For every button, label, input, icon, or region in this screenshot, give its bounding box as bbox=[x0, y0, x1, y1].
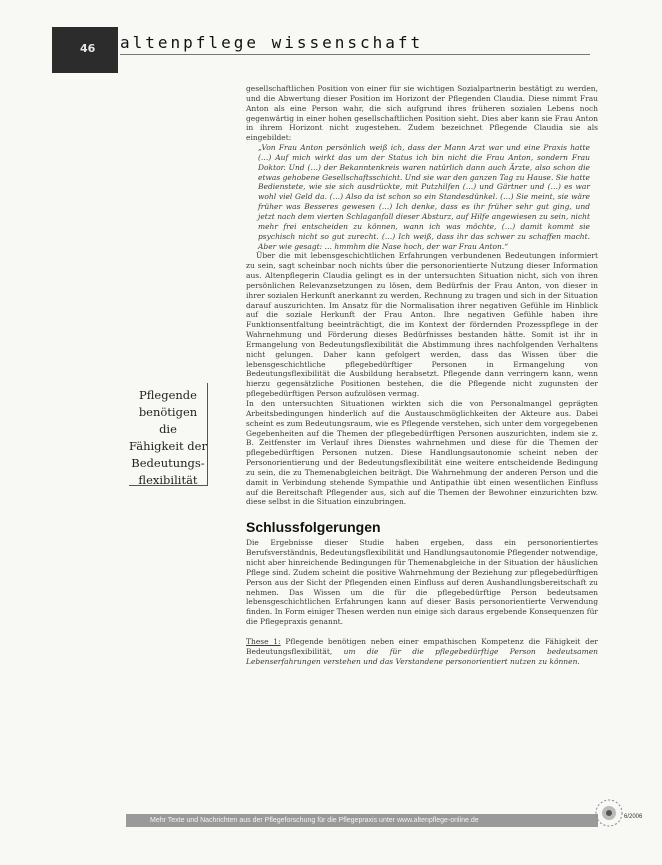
pull-quote-line: benötigen die bbox=[138, 405, 198, 436]
pull-quote bbox=[129, 387, 207, 489]
publisher-logo-icon bbox=[592, 796, 626, 830]
pull-quote-line: Bedeutungs- bbox=[131, 456, 205, 470]
body-paragraph: Die Ergebnisse dieser Studie haben ergeben, dass ein personorientiertes Berufsverständnis, Bedeutungsflexibilität und Handlungsautonomie Pflegender notwendige, nicht aber hinreichende Bedingungen für Themenabgleiche in der Situation der häuslichen Pflege sind. Zudem scheint die positive Wahrnehmung der Beziehung zur pflegebedürftigen Person aus der Sicht der Pflegenden einen Einfluss auf deren Aushandlungsbereitschaft zu nehmen. Das Wissen um die für die pflegebedürftige Person bedeutsamen lebensgeschichtlichen Erfahrungen kann auf dieser Basis personorientierte Verwendung finden. In Form einiger Thesen werden nun einige sich daraus ergebende Konsequenzen für die Pflegepraxis genannt. bbox=[246, 538, 598, 627]
thesis-text: Pflegende benötigen neben einer empathischen Kompetenz die Fähigkeit der Bedeutungsflexibilität, bbox=[246, 636, 598, 656]
interview-quote: „Von Frau Anton persönlich weiß ich, dass der Mann Arzt war und eine Praxis hatte (…) Auf mich wirkt das um der Status ich bin nicht die Frau Anton, sondern Frau Doktor. Und (…) der Bekanntenkreis waren natürlich dann auch Ärzte, also schon die etwas gehobene Gesellschaftsschicht. Und sie war den ganzen Tag zu Hause. Sie hatte Bedienstete, wie sie sich ausdrückte, mit Putzhilfen (…) und Gärtner und (…) es war wohl viel Geld da. (…) Also da ist schon so ein Standesdünkel. (…) Sie meint, sie wäre früher was Besseres gewesen (…) Ich denke, dass es ihr früher sehr gut ging, und jetzt nach dem vierten Schlaganfall dieser Absturz, auf Hilfe angewiesen zu sein, nicht mehr frei entscheiden zu können, wann ich was möchte, (…) damit kommt sie psychisch nicht so gut zurecht. (…) Ich weiß, dass ihr das schwer zu schaffen macht. Aber wie gesagt: … hmmhm die Nase hoch, der war Frau Anton.“ bbox=[258, 143, 590, 251]
section-heading: Schlussfolgerungen bbox=[246, 519, 381, 536]
thesis-text-italic: um die für die pflegebedürftige Person bedeutsamen Lebenserfahrungen verstehen und das Verstandene personorientiert nutzen zu können. bbox=[246, 646, 598, 666]
body-paragraph: Über die mit lebensgeschichtlichen Erfahrungen verbundenen Bedeutungen informiert zu sein, sagt scheinbar noch nichts über die personorientierte Nutzung dieser Information aus. Altenpflegerin Claudia gelingt es in der untersuchten Situation nicht, sich von ihren persönlichen Relevanzsetzungen zu lösen, dem Bedürfnis der Frau Anton, von dieser in ihrer sozialen Herkunft anerkannt zu werden, Rechnung zu tragen und sich in der Situation darauf auszurichten. Im Ansatz für die Normalisation ihrer negativen Gefühle im Hinblick auf die soziale Herkunft der Frau Anton. Ihre negativen Gefühle haben ihre Funktionsentfaltung beeinträchtigt, die im Kontext der fördernden Prozesspflege in der Wahrnehmung und Förderung dieses Bedürfnisses bestanden hätte. Somit ist ihr in Ermangelung von Bedeutungsflexibilität die Abstimmung ihres nachfolgenden Verhaltens nicht gelungen. Daher kann gefolgert werden, dass das Wissen über die lebensgeschichtliche pflegebedürftiger Personen in Ermangelung von Bedeutungsflexibilität die Ausbildung herabsetzt. Pflegende dann verringern kann, wenn hierzu gegensätzliche Positionen bestehen, die die Pflegende nicht zugunsten der pflegebedürftigen Person aufzulösen vermag. bbox=[246, 251, 598, 399]
article-body bbox=[246, 84, 598, 666]
pull-quote-line: Pflegende bbox=[139, 388, 197, 402]
thesis-label: These 1: bbox=[246, 636, 281, 646]
thesis-paragraph bbox=[246, 637, 598, 667]
header-divider bbox=[120, 54, 590, 55]
pull-quote-line: Fähigkeit der bbox=[129, 439, 207, 453]
footer-text: Mehr Texte und Nachrichten aus der Pflegeforschung für die Pflegepraxis unter www.altenpflege-online.de bbox=[150, 817, 479, 824]
issue-code: 6/2006 bbox=[624, 814, 643, 820]
paragraph-spacer bbox=[246, 627, 598, 637]
body-paragraph: In den untersuchten Situationen wirkten sich die von Personalmangel geprägten Arbeitsbedingungen hinderlich auf die Austauschmöglichkeiten der Akteure aus. Dabei scheint es zum Bedeutungsraum, wie es Pflegende verstehen, sich unter dem vorgegebenen Gegebenheiten auf die Themen der pflegebedürftigen Personen auszurichten, indem sie z. B. Zeitfenster im Verlauf ihres Dienstes wahrnehmen und diese für die Themen der pflegebedürftigen Personen nutzen. Diese Handlungsautonomie scheint neben der Personorientierung und der Bedeutungsflexibilität eine weitere entscheidende Bedingung zu sein, die zu Themenabgleichen beiträgt. Die Wahrnehmung der anderen Person und die damit in Verbindung stehende Sympathie und Antipathie übt einen wesentlichen Einfluss auf die Bereitschaft Pflegender aus, sich auf die Themen der Bewohner einzurichten bzw. diese selbst in die Situation einzubringen. bbox=[246, 399, 598, 507]
body-paragraph: gesellschaftlichen Position von einer für sie wichtigen Sozialpartnerin bestätigt zu werden, und die Abwertung dieser Position im Horizont der Pflegenden Claudia. Diese nimmt Frau Anton als eine Person wahr, die sich aufgrund ihres früheren sozialen Lebens noch gegenwärtig in einer hohen gesellschaftlichen Position sieht. Dies aber kann sie Frau Anton in ihrem Horizont nicht zugestehen. Zudem bezeichnet Pflegende Claudia sie als eingebildet: bbox=[246, 84, 598, 143]
journal-title: altenpflege wissenschaft bbox=[120, 33, 424, 52]
pull-quote-line: flexibilität bbox=[138, 473, 198, 487]
page-number: 46 bbox=[80, 42, 96, 55]
